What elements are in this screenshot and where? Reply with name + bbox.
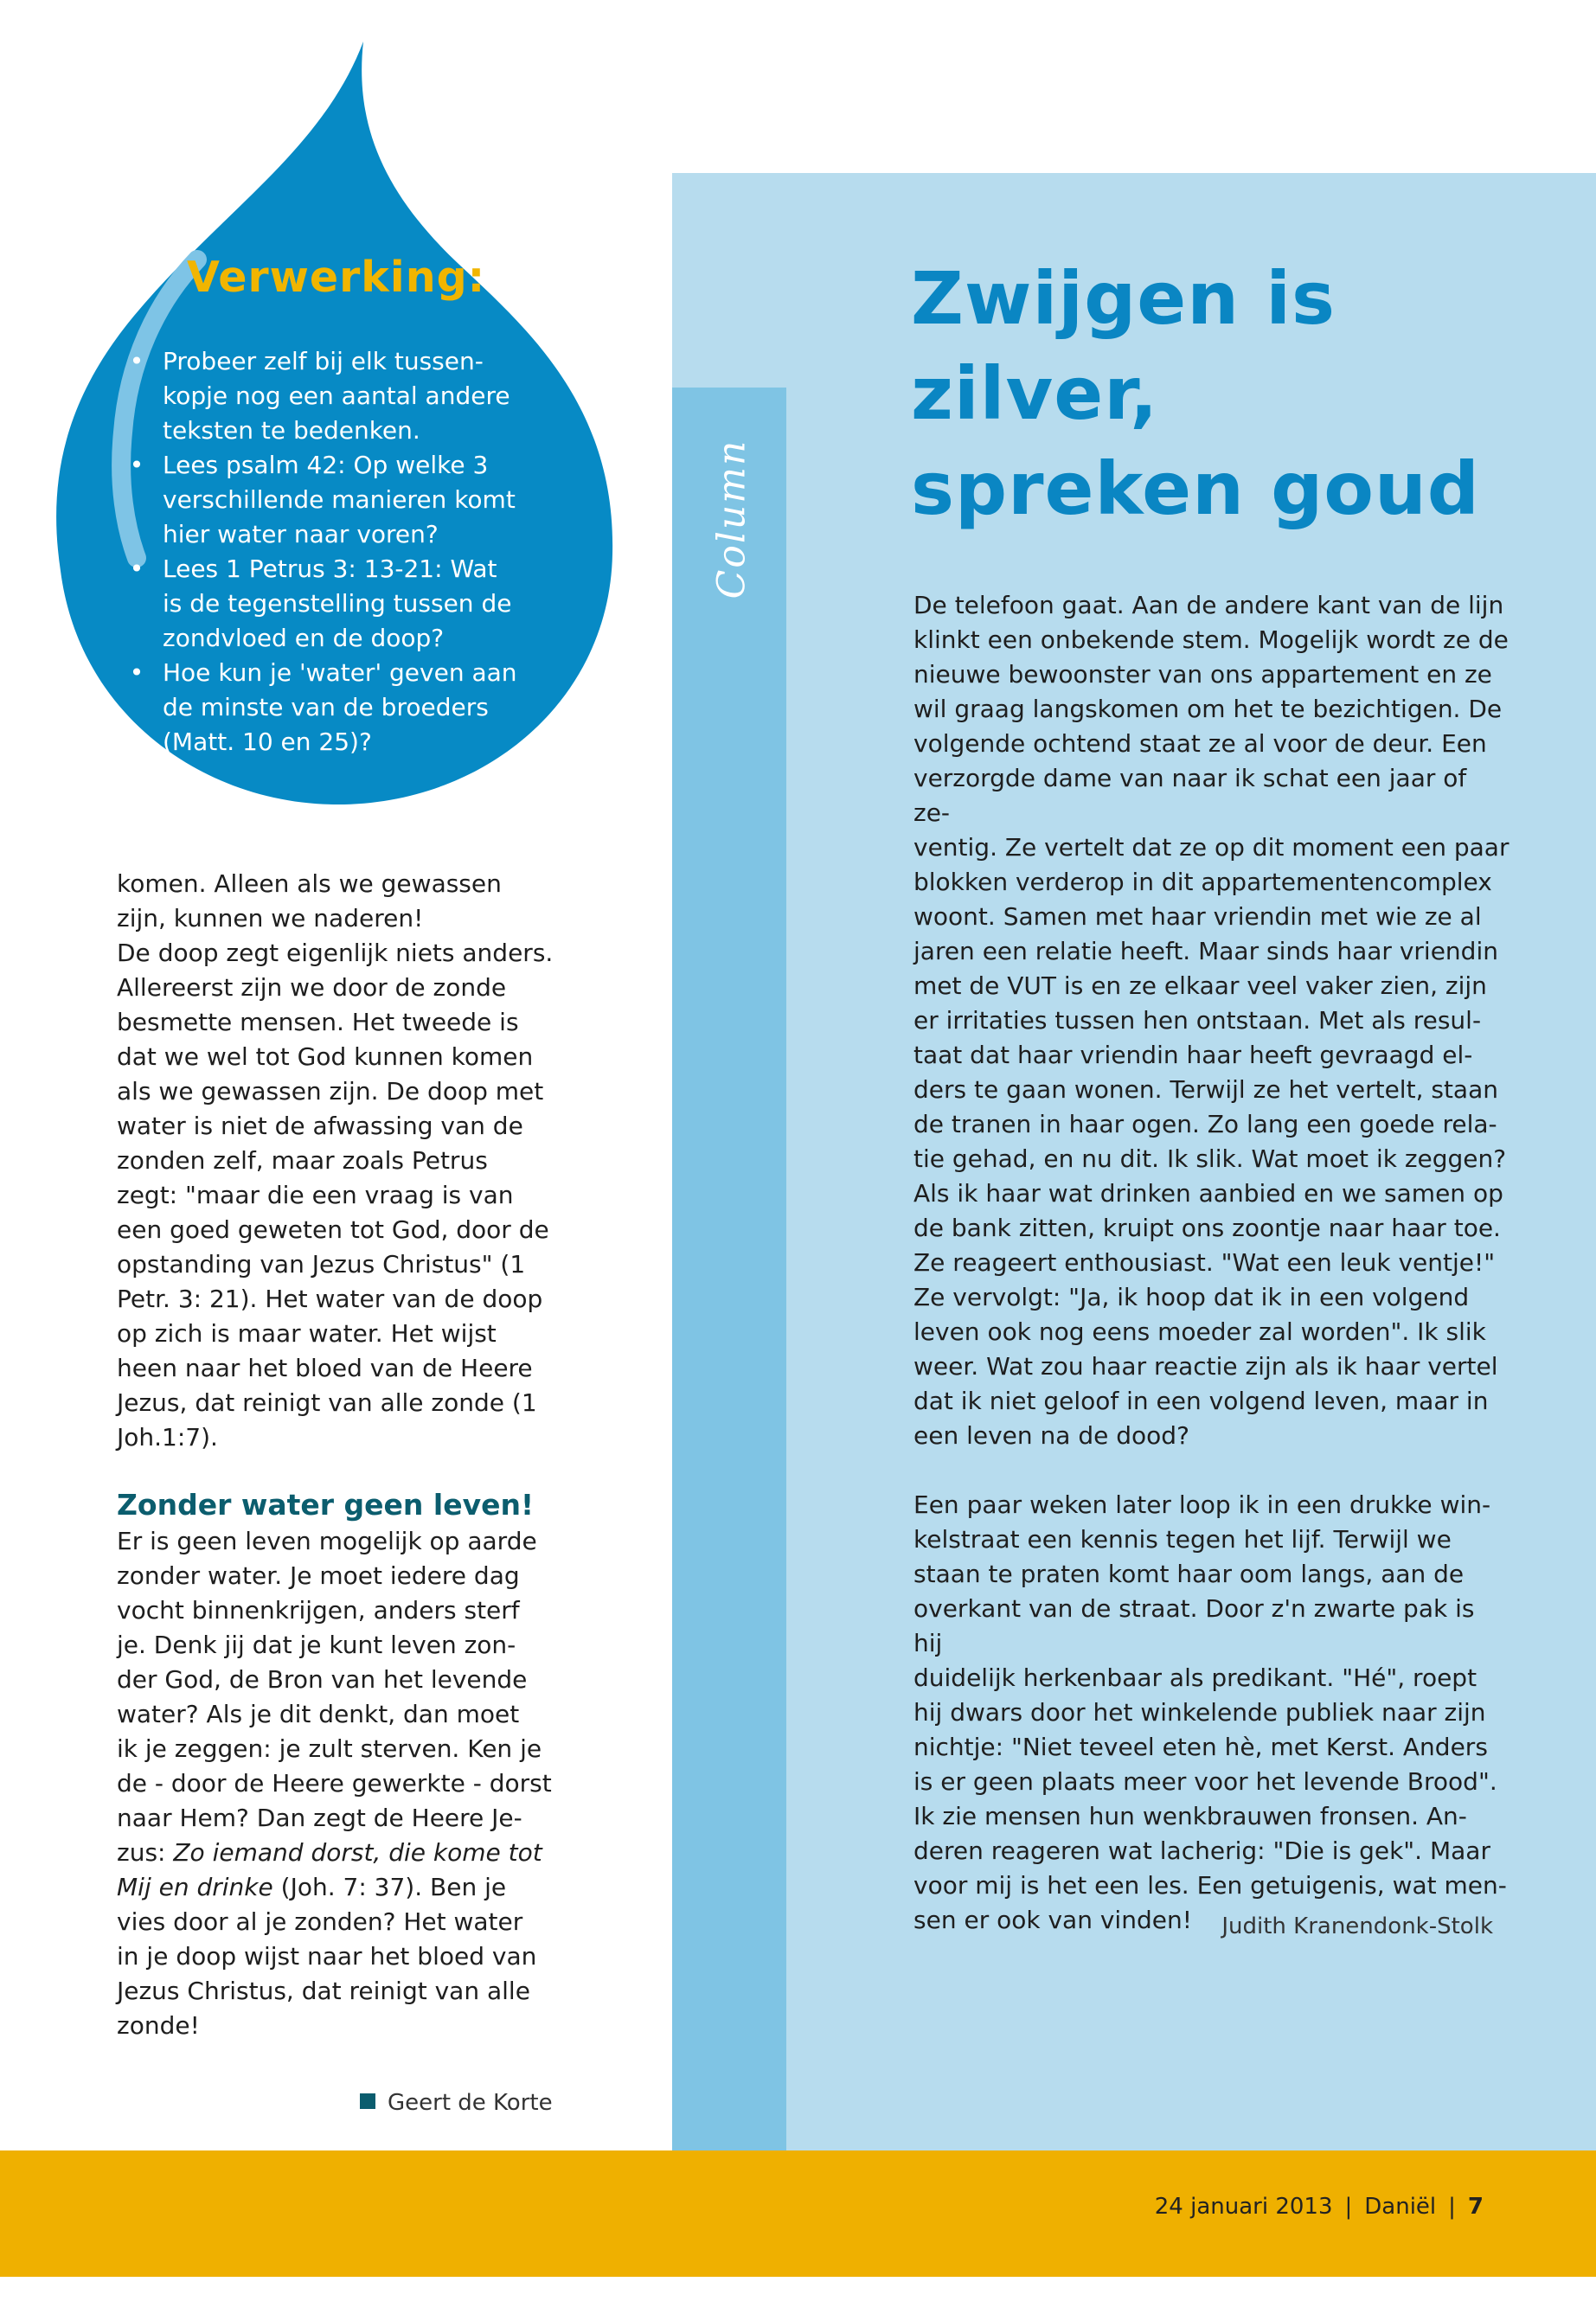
- column-stripe: [672, 388, 786, 2150]
- article-author-name: Geert de Korte: [388, 2090, 553, 2116]
- footer-separator: |: [1344, 2194, 1353, 2220]
- square-bullet-icon: [360, 2093, 375, 2109]
- sidebar-item-text: Lees psalm 42: Op welke 3 verschillende manieren komt hier water naar voren?: [163, 451, 516, 548]
- column-title-text: Zwijgen is zilver, spreken goud: [911, 256, 1480, 531]
- bullet-icon: •: [129, 554, 144, 583]
- column-label: Column: [709, 439, 754, 599]
- page-number: 7: [1467, 2194, 1484, 2220]
- sidebar-item: [121, 552, 606, 656]
- article-author: [360, 2088, 553, 2118]
- footer-magazine: Daniël: [1364, 2194, 1437, 2220]
- footer-date: 24 januari 2013: [1154, 2194, 1333, 2220]
- article-text: (Joh. 7: 37). Ben je vies door al je zonden? Het water in je doop wijst naar het bloed van Jezus Christus, dat reinigt van alle zonde!: [117, 1873, 537, 2040]
- column-paragraph: De telefoon gaat. Aan de andere kant van de lijn klinkt een onbekende stem. Mogelijk wordt ze de nieuwe bewoonster van ons appartement en ze wil graag langskomen om het te bezichtigen. De volgende ochtend staat ze al voor de deur. Een verzorgde dame van naar ik schat een jaar of ze- ventig. Ze vertelt dat ze op dit moment een paar blokken verderop in dit appartementencomplex woont. Samen met haar vriendin met wie ze al jaren een relatie heeft. Maar sinds haar vriendin met de VUT is en ze elkaar veel vaker zien, zijn er irritaties tussen hen ontstaan. Met als resul- taat dat haar vriendin haar heeft gevraagd el- ders te gaan wonen. Terwijl ze het vertelt, staan de tranen in haar ogen. Zo lang een goede rela- tie gehad, en nu dit. Ik slik. Wat moet ik zeggen? Als ik haar wat drinken aanbied en we samen op de bank zitten, kruipt ons zoontje naar haar toe. Ze reageert enthousiast. "Wat een leuk ventje!" Ze vervolgt: "Ja, ik hoop dat ik in een volgend leven ook nog eens moeder zal worden". Ik slik weer. Wat zou haar reactie zijn als ik haar vertel dat ik niet geloof in een volgend leven, maar in een leven na de dood?: [913, 591, 1509, 1450]
- sidebar-item-text: Lees 1 Petrus 3: 13-21: Wat is de tegenstelling tussen de zondvloed en de doop?: [163, 554, 512, 652]
- bible-quote: Zo iemand dorst, die kome tot Mij en drinke: [117, 1838, 542, 1901]
- bullet-icon: •: [129, 451, 144, 479]
- column-paragraph: Een paar weken later loop ik in een drukke win- kelstraat een kennis tegen het lijf. Terwijl we staan te praten komt haar oom langs, aan de overkant van de straat. Door z'n zwarte pak is hij duidelijk herkenbaar als predikant. "Hé", roept hij dwars door het winkelende publiek naar zijn nichtje: "Niet teveel eten hè, met Kerst. Anders is er geen plaats meer voor het levende Brood". Ik zie mensen hun wenkbrauwen fronsen. An- deren reageren wat lacherig: "Die is gek". Maar voor mij is het een les. Een getuigenis, wat men- sen er ook van vinden!: [913, 1490, 1507, 1934]
- sidebar-item: [121, 448, 606, 552]
- article-paragraph: [117, 1524, 567, 2043]
- sidebar-list: [121, 344, 606, 760]
- bullet-icon: •: [129, 347, 144, 375]
- sidebar-item-text: Probeer zelf bij elk tussen- kopje nog een aantal andere teksten te bedenken.: [163, 347, 510, 445]
- sidebar-item: [121, 344, 606, 448]
- footer-separator: |: [1448, 2194, 1456, 2220]
- column-title: [911, 251, 1586, 536]
- article-text: Er is geen leven mogelijk op aarde zonder water. Je moet iedere dag vocht binnenkrijgen, anders sterf je. Denk jij dat je kunt leven zon- der God, de Bron van het levende water? Als je dit denkt, dan moet ik je zeggen: je zult sterven. Ken je de - door de Heere gewerkte - dorst naar Hem? Dan zegt de Heere Je- zus:: [117, 1527, 552, 1867]
- article-paragraph: komen. Alleen als we gewassen zijn, kunnen we naderen! De doop zegt eigenlijk niets anders. Allereerst zijn we door de zonde besmette mensen. Het tweede is dat we wel tot God kunnen komen als we gewassen zijn. De doop met water is niet de afwassing van de zonden zelf, maar zoals Petrus zegt: "maar die een vraag is van een goed geweten tot God, door de opstanding van Jezus Christus" (1 Petr. 3: 21). Het water van de doop op zich is maar water. Het wijst heen naar het bloed van de Heere Jezus, dat reinigt van alle zonde (1 Joh.1:7).: [117, 869, 554, 1452]
- column-author: Judith Kranendonk-Stolk: [1221, 1913, 1493, 1939]
- footer-text: [1155, 2194, 1484, 2220]
- column-body: [913, 588, 1510, 1972]
- article-column: [117, 867, 567, 2043]
- article-subheading: Zonder water geen leven!: [117, 1488, 535, 1522]
- sidebar-item: [121, 656, 606, 760]
- sidebar-title: Verwerking:: [187, 253, 486, 302]
- page-footer: [0, 2150, 1596, 2277]
- sidebar-item-text: Hoe kun je 'water' geven aan de minste van de broeders (Matt. 10 en 25)?: [163, 658, 517, 756]
- bullet-icon: •: [129, 658, 144, 687]
